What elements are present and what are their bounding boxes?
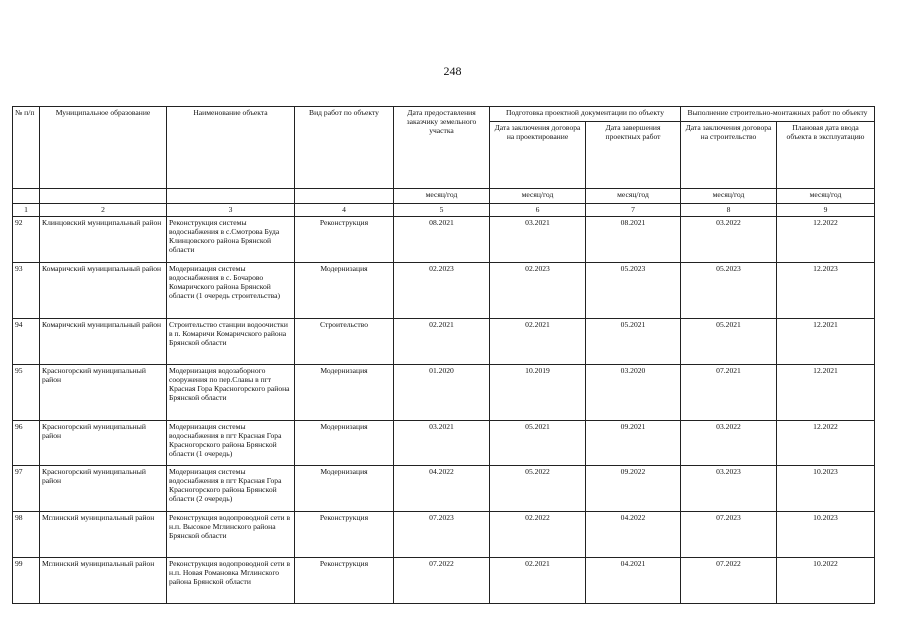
header-work-type: Вид работ по объекту (295, 107, 394, 189)
row-construction-contract: 05.2021 (681, 319, 777, 365)
column-number: 4 (295, 204, 394, 217)
header-land-date: Дата предоставления заказчику земельного участка (394, 107, 490, 189)
row-number: 99 (13, 558, 40, 604)
row-object-name: Модернизация водозаборного сооружения по пер.Славы в пгт Красная Гора Красногорского района Брянской области (167, 365, 295, 421)
row-land-date: 02.2021 (394, 319, 490, 365)
row-design-finish: 04.2021 (586, 558, 681, 604)
unit-cell-empty (13, 189, 40, 204)
row-municipality: Красногорский муниципальный район (40, 466, 167, 512)
row-object-name: Реконструкция водопроводной сети в н.п. Высокое Мглинского района Брянской области (167, 512, 295, 558)
row-construction-contract: 07.2022 (681, 558, 777, 604)
column-number: 2 (40, 204, 167, 217)
header-object-name: Наименование объекта (167, 107, 295, 189)
row-land-date: 02.2023 (394, 263, 490, 319)
header-commissioning: Плановая дата ввода объекта в эксплуатацию (777, 122, 875, 189)
row-land-date: 08.2021 (394, 217, 490, 263)
row-construction-contract: 07.2021 (681, 365, 777, 421)
row-object-name: Модернизация системы водоснабжения в с. Бочарово Комаричского района Брянской области (1 очередь строительства) (167, 263, 295, 319)
row-work-type: Модернизация (295, 263, 394, 319)
table-row (13, 466, 875, 512)
header-design-group: Подготовка проектной документации по объекту (490, 107, 681, 122)
unit-cell: месяц/год (777, 189, 875, 204)
row-design-contract: 02.2023 (490, 263, 586, 319)
row-commissioning: 12.2021 (777, 365, 875, 421)
column-number: 5 (394, 204, 490, 217)
row-work-type: Модернизация (295, 421, 394, 466)
column-number: 8 (681, 204, 777, 217)
row-design-contract: 02.2022 (490, 512, 586, 558)
row-land-date: 01.2020 (394, 365, 490, 421)
row-commissioning: 10.2022 (777, 558, 875, 604)
table-row (13, 512, 875, 558)
table-row (13, 558, 875, 604)
row-design-contract: 05.2022 (490, 466, 586, 512)
table-row (13, 365, 875, 421)
row-design-finish: 05.2021 (586, 319, 681, 365)
row-object-name: Модернизация системы водоснабжения в пгт Красная Гора Красногорского района Брянской области (1 очередь) (167, 421, 295, 466)
row-commissioning: 10.2023 (777, 466, 875, 512)
column-number: 9 (777, 204, 875, 217)
unit-cell-empty (167, 189, 295, 204)
row-work-type: Реконструкция (295, 512, 394, 558)
row-municipality: Комаричский муниципальный район (40, 263, 167, 319)
row-work-type: Модернизация (295, 466, 394, 512)
row-number: 97 (13, 466, 40, 512)
header-no: № п/п (13, 107, 40, 189)
row-work-type: Реконструкция (295, 558, 394, 604)
row-number: 98 (13, 512, 40, 558)
table-row (13, 421, 875, 466)
row-design-contract: 03.2021 (490, 217, 586, 263)
row-construction-contract: 03.2022 (681, 421, 777, 466)
row-land-date: 07.2022 (394, 558, 490, 604)
row-construction-contract: 07.2023 (681, 512, 777, 558)
row-object-name: Строительство станции водоочистки в п. Комаричи Комаричского района Брянской области (167, 319, 295, 365)
row-land-date: 07.2023 (394, 512, 490, 558)
column-number: 7 (586, 204, 681, 217)
row-commissioning: 12.2021 (777, 319, 875, 365)
row-construction-contract: 05.2023 (681, 263, 777, 319)
row-design-finish: 03.2020 (586, 365, 681, 421)
row-municipality: Красногорский муниципальный район (40, 365, 167, 421)
unit-cell: месяц/год (490, 189, 586, 204)
row-construction-contract: 03.2023 (681, 466, 777, 512)
row-land-date: 04.2022 (394, 466, 490, 512)
row-design-contract: 05.2021 (490, 421, 586, 466)
page-number: 248 (443, 64, 462, 78)
table-row (13, 217, 875, 263)
header-construction-contract: Дата заключения договора на строительство (681, 122, 777, 189)
row-municipality: Красногорский муниципальный район (40, 421, 167, 466)
row-construction-contract: 03.2022 (681, 217, 777, 263)
row-object-name: Реконструкция водопроводной сети в н.п. Новая Романовка Мглинского района Брянской области (167, 558, 295, 604)
unit-cell-empty (40, 189, 167, 204)
row-land-date: 03.2021 (394, 421, 490, 466)
row-commissioning: 10.2023 (777, 512, 875, 558)
row-municipality: Комаричский муниципальный район (40, 319, 167, 365)
unit-cell: месяц/год (394, 189, 490, 204)
row-municipality: Мглинский муниципальный район (40, 558, 167, 604)
row-design-contract: 10.2019 (490, 365, 586, 421)
row-number: 96 (13, 421, 40, 466)
row-commissioning: 12.2023 (777, 263, 875, 319)
row-municipality: Мглинский муниципальный район (40, 512, 167, 558)
column-number: 1 (13, 204, 40, 217)
row-work-type: Модернизация (295, 365, 394, 421)
row-commissioning: 12.2022 (777, 421, 875, 466)
row-design-contract: 02.2021 (490, 558, 586, 604)
schedule-table (12, 106, 875, 604)
row-design-contract: 02.2021 (490, 319, 586, 365)
row-number: 92 (13, 217, 40, 263)
unit-cell: месяц/год (681, 189, 777, 204)
header-municipality: Муниципальное образование (40, 107, 167, 189)
row-commissioning: 12.2022 (777, 217, 875, 263)
column-number: 3 (167, 204, 295, 217)
row-object-name: Реконструкция системы водоснабжения в с.Смотрова Буда Клинцовского района Брянской области (167, 217, 295, 263)
header-design-contract: Дата заключения договора на проектирование (490, 122, 586, 189)
row-work-type: Строительство (295, 319, 394, 365)
row-number: 95 (13, 365, 40, 421)
column-number: 6 (490, 204, 586, 217)
header-construction-group: Выполнение строительно-монтажных работ по объекту (681, 107, 875, 122)
table-row (13, 319, 875, 365)
row-number: 94 (13, 319, 40, 365)
unit-cell: месяц/год (586, 189, 681, 204)
row-design-finish: 09.2021 (586, 421, 681, 466)
header-design-finish: Дата завершения проектных работ (586, 122, 681, 189)
row-design-finish: 09.2022 (586, 466, 681, 512)
row-design-finish: 08.2021 (586, 217, 681, 263)
row-design-finish: 05.2023 (586, 263, 681, 319)
row-municipality: Клинцовский муниципальный район (40, 217, 167, 263)
row-work-type: Реконструкция (295, 217, 394, 263)
row-number: 93 (13, 263, 40, 319)
row-object-name: Модернизация системы водоснабжения в пгт Красная Гора Красногорского района Брянской области (2 очередь) (167, 466, 295, 512)
row-design-finish: 04.2022 (586, 512, 681, 558)
unit-cell-empty (295, 189, 394, 204)
table-row (13, 263, 875, 319)
